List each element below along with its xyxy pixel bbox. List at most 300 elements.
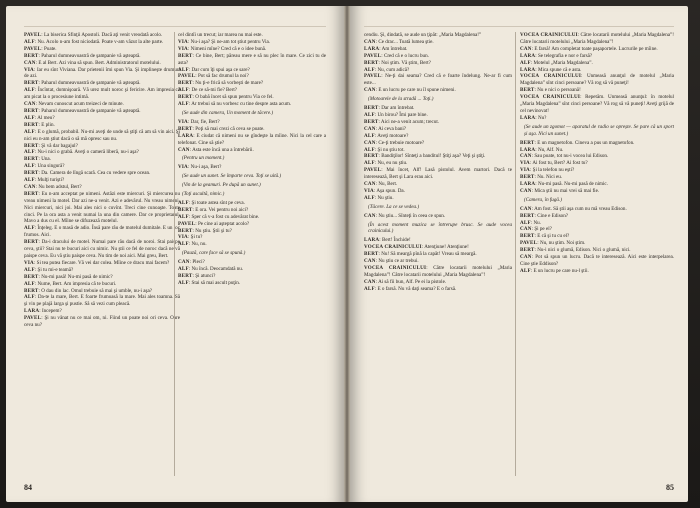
speaker-separator: : [187, 164, 191, 171]
line-text: (În acest moment muzica se întrerupe brusc. Se aude vocea crainicului.) [368, 221, 512, 235]
speaker-name: BERT [178, 52, 193, 59]
dialogue-line [24, 46, 180, 53]
speaker-name: CAN [364, 181, 376, 188]
speaker-separator: : [38, 273, 42, 280]
line-text: Si tea putea fiecare. Vă vei dar colea. Mîine ce dracu mai facem? [36, 259, 170, 266]
dialogue-line [24, 149, 180, 156]
line-text: Nume, Bert. Am impresia că te bucuri. [37, 280, 117, 287]
speaker-name: ALF [24, 128, 35, 135]
dialogue-line [178, 32, 326, 39]
speaker-separator: : [189, 259, 193, 266]
speaker-separator: : [529, 160, 533, 167]
speaker-name: VOCEA CRAINICULUI [364, 265, 427, 271]
speaker-name: CAN [364, 87, 376, 94]
speaker-separator: : [192, 273, 196, 279]
speaker-separator: : [375, 139, 379, 146]
speaker-name: LARA [520, 66, 536, 73]
speaker-separator: : [374, 132, 378, 139]
speaker-name: ALF [178, 213, 189, 220]
speaker-separator: : [188, 87, 192, 94]
line-text: Stai să mai ascult puţin. [191, 279, 241, 286]
speaker-separator: : [193, 132, 197, 139]
line-text: Nu. Nici eu. [537, 174, 563, 181]
dialogue-line [364, 258, 512, 265]
dialogue-line [24, 108, 180, 115]
speaker-separator: : [534, 87, 538, 94]
speaker-separator: : [375, 212, 379, 219]
speaker-separator: : [535, 181, 538, 188]
dialogue-line [520, 213, 674, 220]
speaker-name: VIA [24, 66, 34, 73]
speaker-separator: : [530, 219, 534, 226]
speaker-separator: : [374, 146, 378, 153]
speaker-name: BERT [24, 142, 39, 149]
speaker-name: PAVEL [364, 167, 382, 174]
dialogue-line [178, 214, 326, 221]
speaker-separator: : [188, 213, 192, 220]
speaker-separator: : [531, 45, 535, 52]
speaker-name: BERT [520, 247, 535, 254]
speaker-separator: : [378, 59, 382, 66]
line-text: Bandiţilor! Sînteţi a banditul! Ştiţi aşa? Veţi şi ştiţi. [381, 153, 486, 160]
speaker-separator: : [187, 45, 191, 52]
speaker-name: CAN [364, 278, 376, 285]
speaker-separator: : [34, 114, 38, 121]
line-text: E un lucru pe care nu-l ştii. [533, 267, 589, 274]
page-number: 85 [666, 483, 674, 492]
line-text: O babă încet să spun pentru Via ce fel. [195, 94, 274, 101]
line-text: Ar trebui să nu vorbesc cu tine despre asta acum. [191, 101, 292, 108]
speaker-separator: : [577, 32, 581, 38]
dialogue-line [364, 87, 512, 94]
speaker-name: PAVEL [24, 32, 42, 38]
speaker-separator: : [38, 170, 42, 177]
dialogue-line [24, 267, 180, 274]
left-page [6, 6, 344, 502]
speaker-separator: : [374, 66, 378, 73]
dialogue-line [24, 170, 180, 177]
dialogue-line [520, 60, 674, 67]
speaker-name: BERT [178, 125, 193, 132]
line-text: Cine e Edison? [537, 212, 569, 219]
line-text: Dar am întrebat. [381, 105, 415, 112]
speaker-separator: : [375, 258, 379, 265]
speaker-name: BERT [24, 121, 39, 128]
line-text: Nu, nu. [191, 241, 207, 248]
right-page-column-2 [520, 32, 674, 476]
dialogue-line [364, 105, 512, 112]
line-text: Un birou? Îmi pare bine. [377, 111, 428, 118]
speaker-separator: : [34, 128, 38, 135]
speaker-name: ALF [364, 160, 375, 167]
speaker-name: BERT [364, 251, 379, 258]
speaker-name: BERT [520, 174, 535, 181]
speaker-separator: : [421, 244, 425, 251]
line-text: Sper că v-a fost cu adevărat bine. [191, 213, 260, 220]
line-text: Şi nu ştiu tot. [377, 146, 405, 153]
line-text: Paharul dumneavoastră de şampanie vă aşteaptă. [41, 80, 141, 87]
line-text: Dar cum îţi spui aşa ce sare? [191, 66, 250, 73]
dialogue-line [520, 240, 674, 247]
line-text: Nu, eu nu ştiu. [377, 160, 408, 167]
line-text: Şi toate astea sînt pe ceva. [191, 199, 245, 206]
speaker-separator: : [531, 226, 535, 233]
speaker-separator: : [373, 187, 377, 194]
line-text: Ai ceva bani? [378, 125, 407, 132]
dialogue-line [520, 233, 674, 240]
line-text: La biserica Sfinţii Apostoli. Dacă aţi venit vreodată acolo. [43, 32, 163, 38]
speaker-name: PAVEL [364, 52, 382, 59]
line-text: (Camera, în fugă.) [524, 196, 562, 203]
stage-direction [524, 197, 674, 204]
speaker-separator: : [41, 32, 44, 38]
dialogue-line [178, 39, 326, 46]
line-text: Înţeleg. E o masă de adio. Însă pare rău de motelul dumitale. E un loc frumos. Aici. [24, 225, 180, 239]
speaker-separator: : [34, 177, 38, 184]
speaker-name: BERT [24, 287, 39, 294]
speaker-name: PAVEL [24, 45, 42, 52]
dialogue-line [178, 228, 326, 235]
speaker-separator: : [34, 266, 38, 273]
dialogue-line [178, 126, 326, 133]
dialogue-line [520, 254, 674, 268]
dialogue-line [520, 87, 674, 94]
speaker-separator: : [192, 125, 196, 132]
dialogue-line [178, 94, 326, 101]
speaker-separator: : [531, 153, 535, 160]
speaker-separator: : [34, 149, 38, 156]
line-text: Pe cine ai aşteptat acolo? [197, 220, 250, 227]
dialogue-line [364, 147, 512, 154]
dialogue-line [24, 163, 180, 170]
speaker-name: BERT [24, 80, 39, 87]
speaker-separator: : [375, 125, 379, 132]
line-text: E o farsă. Nu vă daţi seama? E o farsă. [377, 285, 457, 292]
line-text: Nu-i nici o glumă, Edison. Nici o glumă, nici. [537, 247, 631, 254]
dialogue-line [364, 133, 512, 140]
dialogue-line [364, 60, 512, 67]
dialogue-line [178, 280, 326, 287]
line-text: Da. Camera de lîngă scară. Cea cu vedere spre ocean. [41, 170, 151, 177]
line-text: Eu n-am acceptat pe nimeni. Astăzi este miercuri. Şi miercurea nu vreau nimeni la motel. Dar azi ne-a venit. Azi e adevărul. Nu vreau nimeni. Nici miercuri, nici joi. Mai ales nici o cuvînt. Treci cine cunoaşte. Toate cinci. Pe la ora asta a venit numai la una din camere. Dar ce proprietarul. Mavo a dus cu el. Mîine se difuzează motelul. [24, 190, 180, 225]
speaker-separator: : [534, 174, 538, 181]
stage-direction [182, 191, 326, 198]
line-text: (Tăcere. La ce se vedea.) [368, 203, 420, 210]
right-page-column-1 [364, 32, 512, 476]
line-text: Motelul „Maria Magdalena”. [533, 59, 593, 66]
line-text: Mica spune că e asta. [537, 66, 582, 73]
line-text: (Toţi ascultă, nimic.) [182, 191, 225, 198]
speaker-name: LARA [520, 146, 536, 153]
speaker-name: PAVEL [178, 73, 196, 80]
stage-direction [524, 124, 674, 138]
line-text: Nu ţi-e frică să vorbeşti de mare? [195, 80, 264, 87]
speaker-name: ALF [364, 111, 375, 118]
line-text: Da-te la mare, Bert. E foarte frumoasă la mare. Mai ales toamna. Să şi vin pe plajă larga şi pustie. Să să vezi cum pleacă. [24, 294, 180, 308]
line-text: Pot să spun un lucru. Dacă te interesează. Aici este interpelarea. Cine ştie Eddison? [520, 254, 674, 267]
dialogue-line [520, 247, 674, 254]
speaker-separator: : [534, 233, 538, 240]
dialogue-line [24, 32, 180, 39]
speaker-name: CAN [520, 226, 532, 233]
line-text: Nu-mi pasă! Nu-mi pasă de nimic? [41, 273, 113, 280]
speaker-separator: : [580, 94, 586, 101]
dialogue-line [364, 112, 512, 119]
speaker-name: ALF [364, 285, 375, 292]
dialogue-line [520, 73, 674, 87]
dialogue-line [520, 220, 674, 227]
speaker-separator: : [534, 247, 538, 254]
right-page [350, 6, 688, 502]
speaker-name: BERT [24, 52, 39, 59]
dialogue-line [24, 60, 180, 67]
speaker-name: VOCEA CRAINICULUI [364, 244, 422, 251]
speaker-name: BERT [364, 105, 379, 112]
speaker-separator: : [39, 308, 42, 315]
line-text: cel dintîi un trecut; iar marea nu mai este. [178, 32, 263, 38]
speaker-separator: : [188, 279, 192, 286]
dialogue-line [24, 156, 180, 163]
speaker-name: VIA [178, 118, 188, 125]
speaker-name: VIA [520, 160, 530, 167]
speaker-name: VIA [520, 167, 530, 174]
speaker-separator: : [33, 66, 37, 73]
speaker-separator: : [195, 73, 198, 80]
speaker-separator: : [535, 114, 538, 121]
line-text: Ai să fii bun, Alf. Pe ei la pistole. [378, 278, 447, 285]
speaker-name: ALF [364, 66, 375, 73]
dialogue-line [364, 181, 512, 188]
line-text: O dau din lac. Omul trebuie să mai şi umble, nu-i aşa? [41, 287, 152, 294]
line-text: Nu e nici o persoană! [537, 87, 581, 94]
speaker-name: ALF [178, 87, 189, 94]
speaker-name: ALF [520, 59, 531, 66]
speaker-name: BERT [520, 139, 535, 146]
speaker-name: VOCEA CRAINICULUI [520, 32, 578, 38]
speaker-name: LARA [364, 45, 380, 52]
speaker-separator: : [38, 80, 42, 87]
speaker-separator: : [38, 107, 42, 114]
dialogue-line [24, 260, 180, 267]
speaker-name: ALF [24, 87, 35, 94]
line-text: Nu. Acolo n-am fost niciodată. Poate v-am văzut la alte parte. [37, 38, 164, 45]
speaker-name: BERT [24, 107, 39, 114]
speaker-separator: : [38, 142, 42, 149]
line-text: Nu! Să meargă pînă la capăt! Vreau să meargă. [381, 251, 477, 258]
speaker-name: VIA [364, 187, 374, 194]
speaker-separator: : [535, 52, 538, 59]
speaker-name: BERT [24, 239, 39, 246]
dialogue-line [520, 147, 674, 154]
dialogue-line [178, 119, 326, 126]
speaker-separator: : [38, 121, 42, 128]
line-text: Bert! Închide! [381, 237, 411, 244]
dialogue-line [364, 188, 512, 195]
stage-direction [182, 155, 326, 162]
dialogue-line [364, 251, 512, 258]
stage-direction [182, 182, 326, 189]
speaker-separator: : [34, 38, 38, 45]
speaker-name: ALF [364, 146, 375, 153]
speaker-name: BERT [178, 273, 193, 279]
speaker-separator: : [195, 220, 198, 227]
speaker-name: PAVEL [178, 220, 196, 227]
speaker-name: BERT [364, 59, 379, 66]
speaker-separator: : [381, 73, 386, 80]
left-page-column-2 [178, 32, 326, 476]
line-text: Nu bem adstul, Bert? [38, 183, 82, 190]
speaker-name: CAN [520, 45, 532, 52]
speaker-separator: : [374, 194, 378, 201]
speaker-separator: : [537, 240, 540, 247]
speaker-separator: : [535, 146, 538, 153]
speaker-separator: : [187, 118, 191, 125]
speaker-separator: : [530, 267, 534, 274]
dialogue-line [520, 174, 674, 181]
dialogue-line [364, 279, 512, 286]
speaker-name: BERT [520, 87, 535, 94]
speaker-name: LARA [178, 132, 194, 139]
line-text: Mulţi turişti? [37, 177, 65, 184]
line-text: Mica ştii nu mai vrei să mai fie. [534, 187, 600, 194]
line-text: (Se aude un sunet. Se împarte ceva. Toţi se uită.) [182, 173, 282, 180]
line-text: Şi tu? [190, 234, 203, 241]
speaker-name: BERT [178, 227, 193, 234]
speaker-separator: : [379, 237, 382, 244]
line-text: Incepem? [41, 308, 62, 315]
speaker-name: BERT [520, 212, 535, 219]
dialogue-line [178, 221, 326, 228]
speaker-name: CAN [364, 125, 376, 132]
line-text: Al meu? [37, 114, 55, 121]
stage-direction [368, 204, 512, 211]
column-rule [174, 32, 175, 476]
dialogue-line [178, 101, 326, 108]
dialogue-line [364, 140, 512, 147]
speaker-separator: : [188, 101, 192, 108]
speaker-name: CAN [24, 183, 36, 190]
line-text: (Pentru un moment.) [182, 155, 225, 162]
line-text: Pleci? [192, 259, 205, 266]
speaker-separator: : [531, 254, 536, 261]
line-text: Şi atunci? [195, 273, 216, 279]
dialogue-line [364, 32, 512, 39]
speaker-name: BERT [178, 206, 193, 213]
line-text: Nu, Alf. Nu. [537, 146, 564, 153]
dialogue-line [178, 241, 326, 248]
speaker-name: LARA [520, 114, 536, 121]
line-text: Şi vă dar bagajul? [41, 142, 78, 149]
speaker-separator: : [34, 87, 38, 94]
dialogue-line [24, 239, 180, 260]
dialogue-line [364, 46, 512, 53]
speaker-separator: : [378, 251, 382, 258]
line-text: E un lucru pe care nu îl spune nimeni. [378, 87, 456, 94]
speaker-separator: : [192, 227, 196, 234]
speaker-name: PAVEL [364, 73, 382, 80]
speaker-separator: : [192, 206, 196, 213]
speaker-separator: : [34, 163, 38, 170]
speaker-name: ALF [178, 199, 189, 206]
speaker-name: VOCEA CRAINICULUI [520, 73, 582, 80]
speaker-separator: : [38, 156, 42, 163]
dialogue-line [520, 94, 674, 115]
speaker-separator: : [35, 183, 39, 190]
stage-direction [182, 250, 326, 257]
speaker-name: BERT [24, 273, 39, 280]
speaker-separator: : [529, 167, 533, 174]
speaker-name: ALF [364, 132, 375, 139]
dialogue-line [364, 237, 512, 244]
line-text: E al Bert. Azi vina să spun. Bert. Administratorul motelului. [38, 59, 161, 66]
speaker-name: CAN [364, 212, 376, 219]
speaker-name: ALF [520, 219, 531, 226]
speaker-name: ALF [24, 294, 35, 301]
dialogue-line [364, 195, 512, 202]
dialogue-line [520, 53, 674, 60]
speaker-name: CAN [178, 146, 190, 153]
dialogue-line [520, 115, 674, 122]
speaker-name: LARA [364, 237, 380, 244]
line-text: Pot să fac drumul la noi? [197, 73, 249, 80]
line-text: E ora. Vei pentru noi aici? [195, 206, 249, 213]
line-text: Nu, Bert. [378, 181, 398, 188]
speaker-name: CAN [24, 59, 36, 66]
dialogue-line [24, 87, 180, 101]
speaker-separator: : [374, 111, 378, 118]
speaker-name: BERT [24, 190, 39, 197]
line-text: Unmeasă anunţul de motelul „Maria Magdalena” sînt cinci persoane? Vă rog să vă puneţi! [520, 73, 674, 87]
dialogue-line [178, 207, 326, 214]
speaker-name: ALF [24, 114, 35, 121]
speaker-separator: : [33, 259, 37, 266]
speaker-name: BERT [24, 170, 39, 177]
dialogue-line [520, 32, 674, 46]
line-text: Nu ştiu... Sînteţi în ceea ce spun. [378, 212, 446, 219]
speaker-separator: : [381, 167, 387, 174]
line-text: Poate. [43, 45, 57, 52]
line-text: Ne-ţi dai seama? Cred că e foarte îndelung. Ne-ar fi cum este... [364, 73, 512, 87]
speaker-name: ALF [24, 280, 35, 287]
stage-direction [182, 110, 326, 117]
dialogue-line [520, 181, 674, 188]
stage-direction [368, 96, 512, 103]
dialogue-line [364, 167, 512, 181]
speaker-name: ALF [520, 267, 531, 274]
line-text: Am fost. Să ştii aşa cum nu mă vreau Edison. [534, 205, 627, 212]
dialogue-line [24, 274, 180, 281]
speaker-separator: : [426, 265, 434, 271]
line-text: Nu-i aşa, Bert? [190, 164, 222, 171]
speaker-separator: : [38, 287, 42, 294]
line-text: (Motoarele de la stradă ... Toţi.) [368, 96, 434, 103]
speaker-name: LARA [520, 181, 536, 188]
dialogue-line [364, 39, 512, 46]
left-page-column-1 [24, 32, 180, 476]
line-text: Ce-ţi trebuie motoare? [378, 139, 425, 146]
speaker-name: ALF [178, 101, 189, 108]
speaker-name: VIA [178, 234, 188, 241]
dialogue-line [24, 39, 180, 46]
dialogue-line [24, 315, 180, 329]
dialogue-line [178, 133, 326, 147]
line-text: Mai încet, Alf! Lasă pistolul. Avem martori. Dacă te interesează, Bert şi Lara erau aici. [364, 167, 512, 181]
dialogue-line [364, 126, 512, 133]
speaker-separator: : [188, 266, 192, 273]
speaker-name: CAN [520, 153, 532, 160]
speaker-name: BERT [364, 153, 379, 160]
line-text: Încîntat, domnişoară. Vă urez mult noroc şi fericire. Am impresia că am picat la o procesiune intimă. [24, 87, 180, 101]
